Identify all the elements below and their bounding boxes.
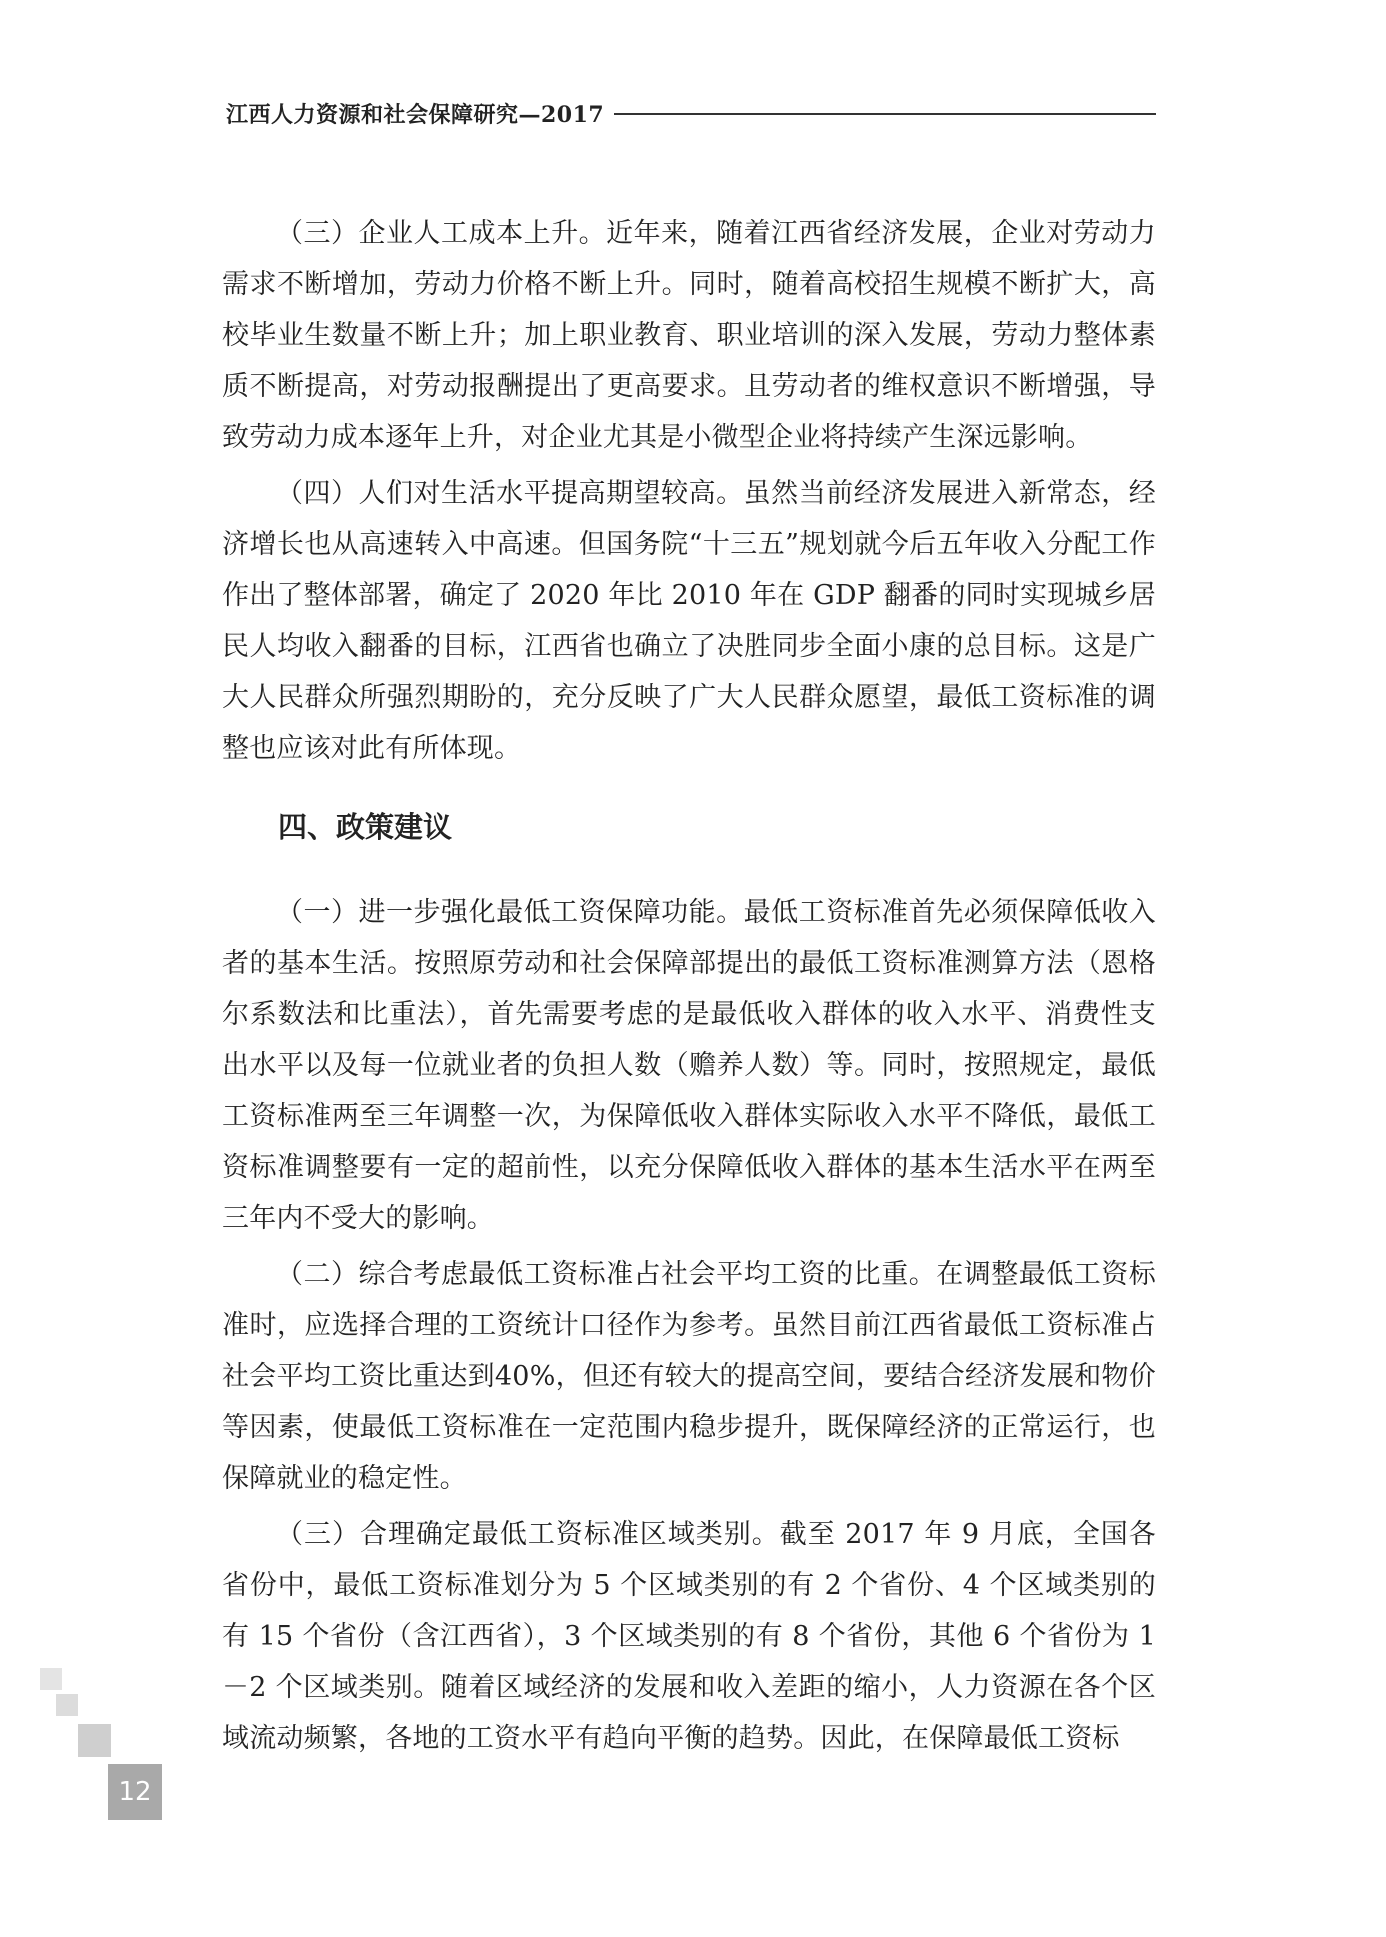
decorative-square: [56, 1694, 78, 1716]
paragraph-text: 最低工资标准首先必须保障低收入者的基本生活。按照原劳动和社会保障部提出的最低工资标准测算方法（恩格尔系数法和比重法），首先需要考虑的是最低收入群体的收入水平、消费性支出水平以及每一位就业者的负担人数（赡养人数）等。同时，按照规定，最低工资标准两至三年调整一次，为保障低收入群体实际收入水平不降低，最低工资标准调整要有一定的超前性，以充分保障低收入群体的基本生活水平在两至三年内不受大的影响。: [222, 897, 1157, 1234]
paragraph-region-category: [222, 1509, 1156, 1764]
paragraph-lead: （三）企业人工成本上升。: [276, 218, 607, 249]
paragraph-text: 截至 2017 年 9 月底，全国各省份中，最低工资标准划分为 5 个区域类别的有 2 个省份、4 个区域类别的有 15 个省份（含江西省），3 个区域类别的有 8 个省份，其他 6 个省份为 1－2 个区域类别。随着区域经济的发展和收入差距的缩小，人力资源在各个区域流动频繁，各地的工资水平有趋向平衡的趋势。因此，在保障最低工资标: [222, 1519, 1156, 1754]
paragraph-lead: （一）进一步强化最低工资保障功能。: [276, 897, 744, 928]
paragraph-text: 在调整最低工资标准时，应选择合理的工资统计口径作为参考。虽然目前江西省最低工资标准占社会平均工资比重达到40%，但还有较大的提高空间，要结合经济发展和物价等因素，使最低工资标准在一定范围内稳步提升，既保障经济的正常运行，也保障就业的稳定性。: [222, 1259, 1156, 1494]
paragraph-text: 近年来，随着江西省经济发展，企业对劳动力需求不断增加，劳动力价格不断上升。同时，随着高校招生规模不断扩大，高校毕业生数量不断上升；加上职业教育、职业培训的深入发展，劳动力整体素质不断提高，对劳动报酬提出了更高要求。且劳动者的维权意识不断增强，导致劳动力成本逐年上升，对企业尤其是小微型企业将持续产生深远影响。: [222, 218, 1157, 453]
running-header: [226, 96, 1156, 130]
page-number: 12: [118, 1777, 152, 1807]
header-rule: [614, 113, 1156, 115]
paragraph-lead: （二）综合考虑最低工资标准占社会平均工资的比重。: [276, 1259, 937, 1290]
decorative-square: [78, 1724, 111, 1757]
decorative-square: [40, 1668, 62, 1690]
paragraph-lead: （三）合理确定最低工资标准区域类别。: [276, 1519, 780, 1550]
paragraph-text: 虽然当前经济发展进入新常态，经济增长也从高速转入中高速。但国务院“十三五”规划就今后五年收入分配工作作出了整体部署，确定了 2020 年比 2010 年在 GDP 翻番的同时实现城乡居民人均收入翻番的目标，江西省也确立了决胜同步全面小康的总目标。这是广大人民群众所强烈期盼的，充分反映了广大人民群众愿望，最低工资标准的调整也应该对此有所体现。: [222, 478, 1157, 764]
body-text: [222, 208, 1156, 1769]
paragraph-living-expectation: [222, 468, 1156, 774]
paragraph-lead: （四）人们对生活水平提高期望较高。: [276, 478, 744, 509]
paragraph-cost-rising: [222, 208, 1156, 463]
running-title: 江西人力资源和社会保障研究—2017: [226, 101, 605, 128]
paragraph-strengthen-guarantee: [222, 887, 1156, 1244]
page-number-box: [108, 1764, 162, 1820]
paragraph-wage-ratio: [222, 1249, 1156, 1504]
section-heading: 四、政策建议: [278, 810, 453, 844]
